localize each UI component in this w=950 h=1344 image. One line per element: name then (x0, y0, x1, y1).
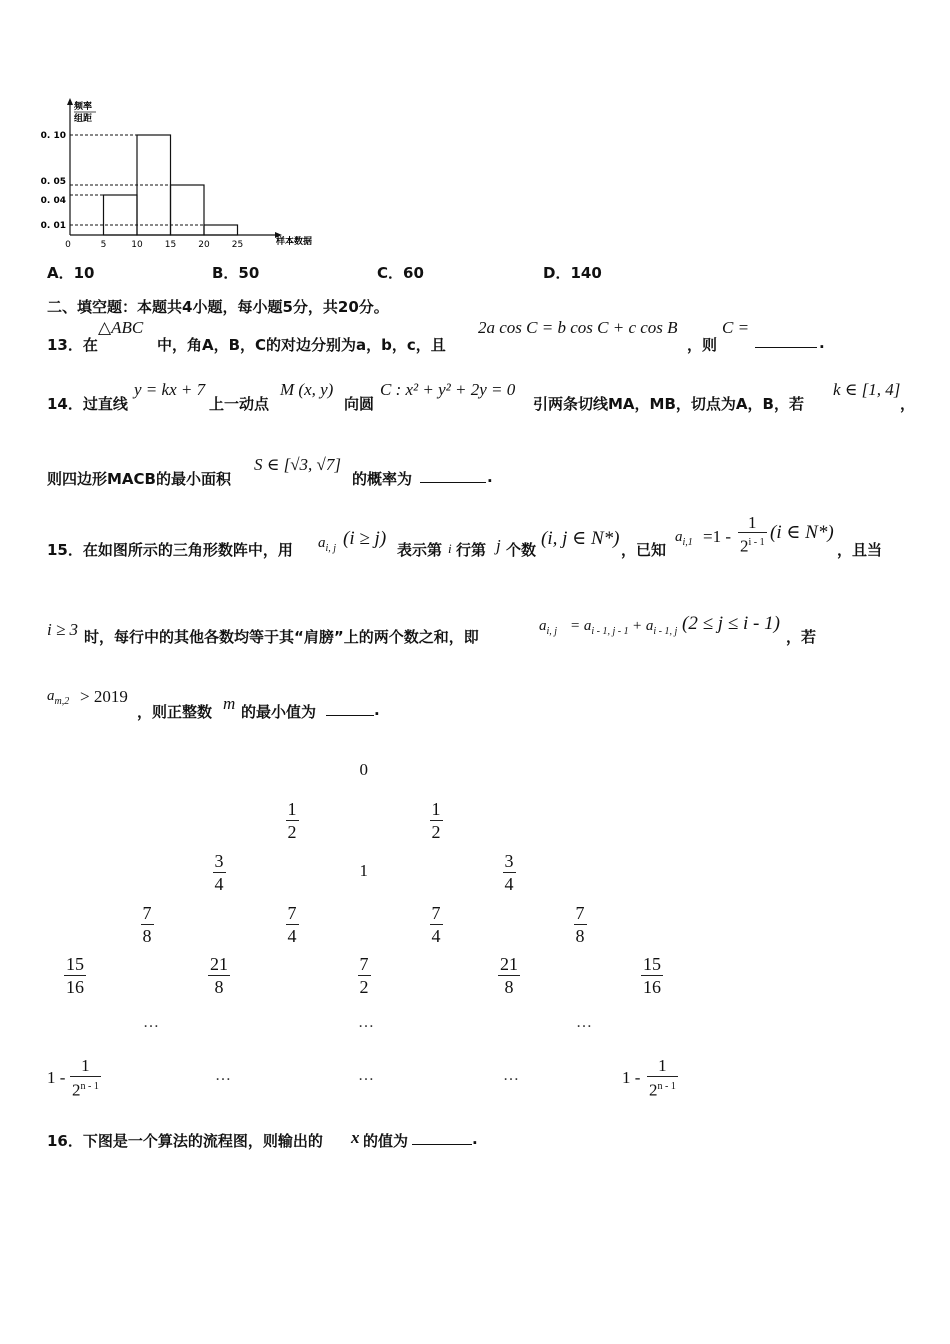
frequency-histogram (40, 95, 313, 255)
q15-number: 15．在如图所示的三角形数阵中，用 (47, 541, 293, 559)
q13-ask: C = (722, 318, 750, 337)
q14-text-1: 上一动点 (209, 395, 270, 413)
q15-rec-lhs: $a_{i, j}$ (539, 618, 558, 637)
q13-number: 13．在 (47, 336, 98, 354)
q15-answer-blank[interactable] (326, 715, 374, 716)
q13-answer-blank[interactable] (755, 347, 817, 348)
q14-circle-equation: C : x² + y² + 2y = 0 (380, 380, 516, 399)
triangle-entry-fraction: 7 2 (359, 954, 369, 997)
x-tick-label: 25 (231, 240, 244, 250)
y-tick-label: 0. 01 (40, 221, 66, 231)
q13-then: ，则 (687, 336, 718, 354)
last-row-right-prefix: 1 - (622, 1068, 641, 1087)
q15-am2: $a_{m,2}$ (47, 688, 70, 707)
x-tick-label: 15 (164, 240, 177, 250)
q15-text-9: 的最小值为 (241, 703, 317, 721)
q15-text-4: ，已知 (621, 541, 667, 559)
q15-fraction: 1 2$^{i - 1}$ (740, 513, 765, 556)
q15-condition: (i ≥ j) (343, 528, 387, 549)
q15-rec-term2: + $a_{i - 1, j}$ (632, 618, 678, 637)
x-tick-label: 20 (198, 240, 210, 250)
triangle-entry-fraction: 21 8 (210, 954, 228, 997)
triangle-entry: 1 (359, 861, 368, 880)
q15-rec-term1: = $a_{i - 1, j - 1}$ (570, 618, 629, 637)
y-tick-label: 0. 10 (40, 131, 66, 141)
histogram-bar (104, 195, 138, 235)
q14-k-range: k ∈ [1, 4] (833, 380, 901, 399)
q14-text-4: 则四边形MACB的最小面积 (47, 470, 231, 488)
q15-ai1: $a_{i,1}$ (675, 529, 693, 548)
x-tick-label: 0 (65, 240, 71, 250)
q15-set: (i, j ∈ N*) (541, 528, 620, 549)
q14-line-equation: y = kx + 7 (134, 380, 206, 399)
triangle-entry-fraction: 15 16 (643, 954, 661, 997)
triangle-entry-fraction: 15 16 (66, 954, 84, 997)
q15-inequality: > 2019 (80, 687, 128, 706)
x-axis-title: 样本数据 (276, 237, 313, 247)
q14-end: . (487, 468, 493, 486)
q13-equation: 2a cos C = b cos C + c cos B (478, 318, 678, 337)
q15-ai1-equals: =1 - (703, 527, 731, 546)
q15-text-3: 个数 (506, 541, 537, 559)
q14-comma: ， (900, 395, 916, 413)
triangle-entry-fraction: 7 4 (287, 903, 297, 946)
q14-point: M (x, y) (280, 380, 334, 399)
q15-text-6: 时，每行中的其他各数均等于其“肩膀”上的两个数之和，即 (84, 628, 479, 646)
ellipsis: … (215, 1067, 231, 1084)
q15-m: m (223, 694, 236, 713)
triangle-entry: 0 (359, 760, 368, 779)
q15-text-8: ，则正整数 (137, 703, 213, 721)
triangle-entry-fraction: 1 2 (287, 799, 297, 842)
q16-text: 16．下图是一个算法的流程图，则输出的 (47, 1132, 323, 1150)
q13-text: 中，角A，B，C的对边分别为a，b，c，且 (157, 336, 446, 354)
histogram-bar (204, 225, 238, 235)
q15-rec-range: (2 ≤ j ≤ i - 1) (682, 613, 780, 634)
q15-i: i (448, 541, 452, 556)
q14-answer-blank[interactable] (420, 482, 486, 483)
triangle-entry-fraction: 1 2 (431, 799, 441, 842)
q15-j: j (496, 536, 501, 555)
q15-ai1-condition: (i ∈ N*) (770, 522, 834, 543)
last-row-left-prefix: 1 - (47, 1068, 66, 1087)
q13-triangle: △ABC (98, 318, 144, 337)
q16-text-2: 的值为 (363, 1132, 409, 1150)
triangle-entry-fraction: 3 4 (504, 851, 514, 894)
triangle-entry-fraction: 7 4 (431, 903, 441, 946)
q15-i-ge-3: i ≥ 3 (47, 620, 79, 639)
q16-end: . (472, 1130, 478, 1148)
q14-number: 14．过直线 (47, 395, 128, 413)
q14-s-range: S ∈ [√3, √7] (254, 455, 341, 474)
y-tick-label: 0. 05 (40, 177, 66, 187)
last-row-right-fraction: 1 2$^{n - 1}$ (649, 1056, 676, 1100)
option-c[interactable]: C．60 (377, 264, 424, 282)
y-tick-label: 0. 04 (40, 196, 66, 206)
triangle-entry-fraction: 7 8 (142, 903, 152, 946)
q13-end: . (819, 334, 825, 352)
y-axis-title-line2: 组距 (74, 114, 93, 124)
option-b[interactable]: B．50 (212, 264, 260, 282)
y-axis-arrow (67, 98, 73, 105)
ellipsis: … (503, 1067, 519, 1084)
ellipsis: … (576, 1014, 592, 1031)
q15-end: . (374, 701, 380, 719)
q15-text-5: ，且当 (837, 541, 883, 559)
y-axis-title-line1: 频率 (74, 102, 93, 112)
triangle-entry-fraction: 7 8 (575, 903, 585, 946)
option-d[interactable]: D．140 (543, 264, 602, 282)
section-heading: 二、填空题：本题共4小题，每小题5分，共20分。 (47, 298, 389, 316)
ellipsis: … (358, 1067, 374, 1084)
ellipsis: … (358, 1014, 374, 1031)
histogram-bar (171, 185, 205, 235)
q15-aij: $a_{i, j}$ (318, 535, 337, 554)
q16-answer-blank[interactable] (412, 1144, 472, 1145)
option-a[interactable]: A．10 (47, 264, 95, 282)
q15-text-2: 行第 (456, 541, 487, 559)
q14-text-3: 引两条切线MA，MB，切点为A，B，若 (533, 395, 804, 413)
x-tick-label: 10 (131, 240, 143, 250)
q14-text-5: 的概率为 (352, 470, 413, 488)
triangle-entry-fraction: 21 8 (500, 954, 518, 997)
q16-x: x (351, 1128, 360, 1147)
x-tick-label: 5 (100, 240, 107, 250)
triangle-entry-fraction: 3 4 (214, 851, 224, 894)
last-row-left-fraction: 1 2$^{n - 1}$ (72, 1056, 99, 1100)
q15-text-1: 表示第 (397, 541, 443, 559)
q15-text-7: ，若 (786, 628, 817, 646)
ellipsis: … (143, 1014, 159, 1031)
q14-text-2: 向圆 (344, 395, 375, 413)
